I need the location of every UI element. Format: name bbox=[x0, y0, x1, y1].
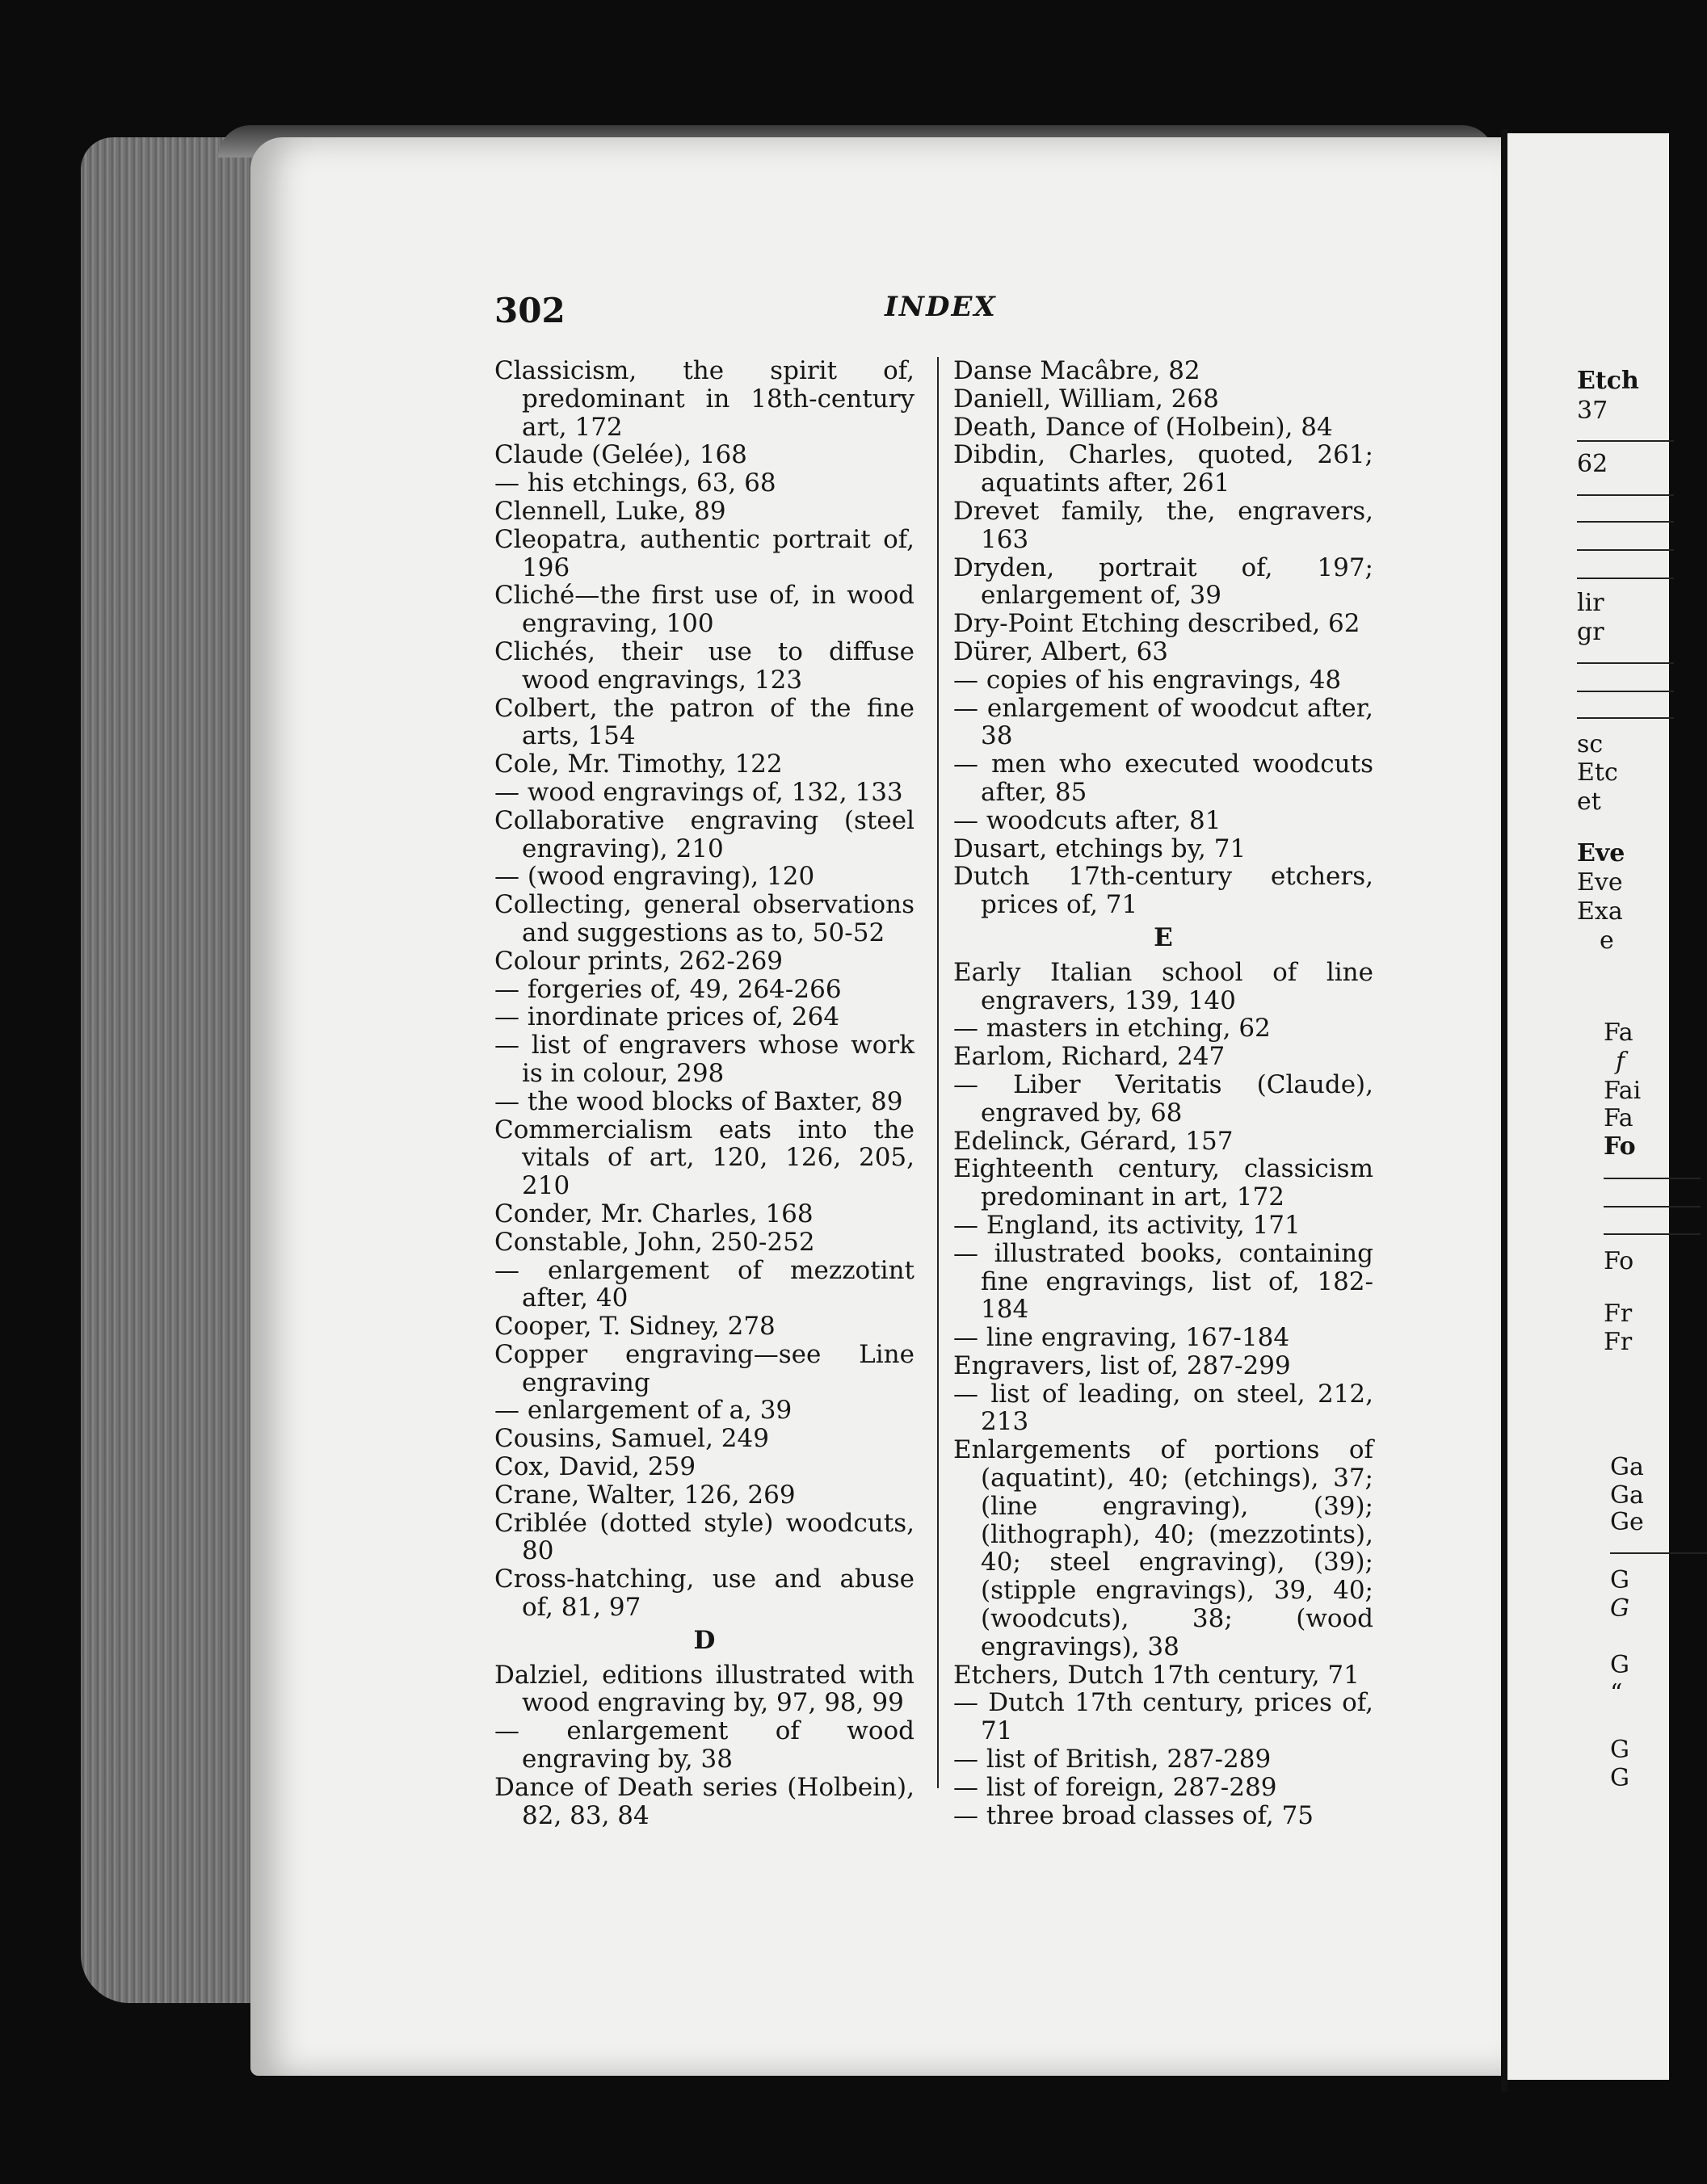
next-page-fragment: Fr bbox=[1604, 1300, 1633, 1328]
next-page-dash bbox=[1577, 440, 1674, 442]
index-entry: Edelinck, Gérard, 157 bbox=[953, 1126, 1234, 1156]
next-page-fragment: Fo bbox=[1604, 1247, 1634, 1275]
next-page-dash bbox=[1604, 1233, 1701, 1235]
index-entry: Cousins, Samuel, 249 bbox=[494, 1424, 769, 1454]
next-page-fragment: Ga bbox=[1610, 1453, 1644, 1481]
index-entry: Dryden, portrait of, 197; enlargement of, 39 bbox=[953, 552, 1373, 611]
index-entry: Early Italian school of line engravers, 139, 140 bbox=[953, 957, 1373, 1015]
next-page-fragment: Etch bbox=[1577, 367, 1639, 395]
next-page-dash bbox=[1577, 717, 1674, 719]
next-page-fragment: Eve bbox=[1577, 839, 1625, 867]
index-entry: Criblée (dotted style) woodcuts, 80 bbox=[494, 1508, 914, 1566]
index-entry: — men who executed woodcuts after, 85 bbox=[953, 750, 1373, 807]
next-page-fragment: Eve bbox=[1577, 868, 1623, 897]
next-page-fragment: 37 bbox=[1577, 397, 1608, 425]
index-entry: — the wood blocks of Baxter, 89 bbox=[494, 1086, 903, 1116]
next-page-fragment: Fa bbox=[1604, 1104, 1633, 1132]
next-page-fragment: sc bbox=[1577, 730, 1604, 758]
index-entry: Dance of Death series (Holbein), 82, 83, 84 bbox=[494, 1772, 914, 1830]
next-page-fragment: G bbox=[1610, 1764, 1629, 1792]
index-entry: — list of leading, on steel, 212, 213 bbox=[953, 1379, 1373, 1437]
next-page-fragment: G bbox=[1610, 1566, 1629, 1594]
index-entry: — Liber Veritatis (Claude), engraved by, 68 bbox=[953, 1069, 1373, 1128]
next-page-dash bbox=[1577, 521, 1674, 523]
book-page-edges bbox=[81, 137, 254, 2003]
index-entry: — enlargement of woodcut after, 38 bbox=[953, 693, 1373, 751]
index-entry: Enlargements of portions of (aquatint), 40; (etchings), 37; (line engraving), (39); (lithograph), 40; (mezzotints), 40; steel engraving), (39); (stipple engravings), 39, 40; (woodcuts), 38; (wood engravings), 38 bbox=[953, 1435, 1373, 1661]
index-entry: Colbert, the patron of the fine arts, 154 bbox=[494, 693, 914, 751]
index-entry: Copper engraving—see Line engraving bbox=[494, 1339, 914, 1397]
next-page-fragment: Etc bbox=[1577, 758, 1618, 787]
next-page-dash bbox=[1577, 494, 1674, 496]
index-entry: Clichés, their use to diffuse wood engravings, 123 bbox=[494, 636, 914, 695]
index-entry: Clennell, Luke, 89 bbox=[494, 496, 726, 526]
next-page-fragment: Exa bbox=[1577, 897, 1623, 926]
index-entry: Eighteenth century, classicism predominant in art, 172 bbox=[953, 1154, 1373, 1212]
index-entry: Cooper, T. Sidney, 278 bbox=[494, 1312, 776, 1342]
index-entry: Dürer, Albert, 63 bbox=[953, 636, 1169, 666]
index-entry: — forgeries of, 49, 264-266 bbox=[494, 974, 842, 1004]
index-entry: Conder, Mr. Charles, 168 bbox=[494, 1199, 814, 1228]
index-entry: Cross-hatching, use and abuse of, 81, 97 bbox=[494, 1564, 914, 1623]
index-entry: Death, Dance of (Holbein), 84 bbox=[953, 412, 1333, 442]
index-entry: — his etchings, 63, 68 bbox=[494, 468, 776, 498]
index-column-left bbox=[494, 357, 914, 1829]
next-page-dash bbox=[1577, 578, 1674, 579]
index-entry: Etchers, Dutch 17th century, 71 bbox=[953, 1660, 1360, 1690]
index-entry: — enlargement of a, 39 bbox=[494, 1396, 793, 1426]
index-entry: Dusart, etchings by, 71 bbox=[953, 834, 1247, 863]
column-rule bbox=[937, 357, 939, 1788]
next-page-fragment: Ge bbox=[1610, 1508, 1644, 1536]
index-entry: Cox, David, 259 bbox=[494, 1452, 696, 1482]
index-column-right bbox=[953, 357, 1373, 1829]
index-entry: Danse Macâbre, 82 bbox=[953, 356, 1200, 385]
next-page-dash bbox=[1610, 1552, 1707, 1554]
index-entry: Collaborative engraving (steel engraving), 210 bbox=[494, 805, 914, 863]
next-page-fragment: G bbox=[1610, 1651, 1629, 1679]
next-page-fragment: Fo bbox=[1604, 1132, 1636, 1161]
index-entry: — masters in etching, 62 bbox=[953, 1014, 1271, 1044]
index-entry: Claude (Gelée), 168 bbox=[494, 440, 747, 470]
index-entry: — illustrated books, containing fine engravings, list of, 182-184 bbox=[953, 1238, 1373, 1325]
index-entry: Commercialism eats into the vitals of art, 120, 126, 205, 210 bbox=[494, 1115, 914, 1201]
index-entry: Collecting, general observations and suggestions as to, 50-52 bbox=[494, 890, 914, 947]
next-page-fragment: “ bbox=[1610, 1679, 1623, 1707]
index-entry: Colour prints, 262-269 bbox=[494, 946, 784, 976]
index-entry: Crane, Walter, 126, 269 bbox=[494, 1480, 796, 1510]
index-entry: — Dutch 17th century, prices of, 71 bbox=[953, 1688, 1373, 1746]
index-entry: Constable, John, 250-252 bbox=[494, 1227, 815, 1257]
index-entry: Dalziel, editions illustrated with wood engraving by, 97, 98, 99 bbox=[494, 1660, 914, 1718]
next-page-fragment: et bbox=[1577, 788, 1601, 816]
next-page-fragment: gr bbox=[1577, 618, 1604, 646]
index-entry: — inordinate prices of, 264 bbox=[494, 1002, 840, 1032]
index-entry: — enlargement of mezzotint after, 40 bbox=[494, 1255, 914, 1313]
next-page-dash bbox=[1577, 549, 1674, 551]
page-header: INDEX bbox=[885, 291, 997, 323]
next-page-fragment: Fr bbox=[1604, 1328, 1633, 1356]
next-page-fragment: Ga bbox=[1610, 1481, 1644, 1510]
index-entry: Classicism, the spirit of, predominant in 18th-century art, 172 bbox=[494, 356, 914, 442]
index-entry: Drevet family, the, engravers, 163 bbox=[953, 496, 1373, 554]
next-page-fragment: G bbox=[1610, 1594, 1629, 1623]
section-letter-d: D bbox=[693, 1625, 716, 1655]
next-page-dash bbox=[1604, 1206, 1701, 1208]
next-page-fragment: f bbox=[1616, 1048, 1625, 1076]
index-entry: Earlom, Richard, 247 bbox=[953, 1042, 1226, 1072]
index-entry: — list of foreign, 287-289 bbox=[953, 1772, 1277, 1802]
index-entry: — (wood engraving), 120 bbox=[494, 862, 815, 892]
index-entry: — England, its activity, 171 bbox=[953, 1210, 1301, 1240]
next-page-fragment: e bbox=[1600, 926, 1614, 955]
next-page-fragment: lir bbox=[1577, 589, 1604, 617]
next-page-dash bbox=[1604, 1178, 1701, 1179]
index-entry: — woodcuts after, 81 bbox=[953, 805, 1221, 835]
index-entry: Engravers, list of, 287-299 bbox=[953, 1350, 1291, 1380]
facing-page bbox=[1507, 133, 1669, 2080]
index-entry: — copies of his engravings, 48 bbox=[953, 665, 1342, 695]
index-entry: Dibdin, Charles, quoted, 261; aquatints after, 261 bbox=[953, 440, 1373, 498]
page-number: 302 bbox=[494, 291, 565, 330]
index-entry: — list of British, 287-289 bbox=[953, 1745, 1272, 1774]
book-gutter bbox=[1501, 129, 1507, 2092]
index-entry: Dry-Point Etching described, 62 bbox=[953, 609, 1360, 639]
next-page-fragment: G bbox=[1610, 1736, 1629, 1764]
index-entry: — enlargement of wood engraving by, 38 bbox=[494, 1716, 914, 1774]
next-page-dash bbox=[1577, 691, 1674, 692]
section-letter-e: E bbox=[1154, 922, 1173, 952]
next-page-fragment: 62 bbox=[1577, 450, 1608, 478]
index-entry: — three broad classes of, 75 bbox=[953, 1800, 1314, 1830]
index-entry: — list of engravers whose work is in colour, 298 bbox=[494, 1031, 914, 1088]
index-entry: Cole, Mr. Timothy, 122 bbox=[494, 750, 783, 779]
next-page-dash bbox=[1577, 662, 1674, 664]
index-entry: — wood engravings of, 132, 133 bbox=[494, 777, 903, 807]
index-entry: Dutch 17th-century etchers, prices of, 71 bbox=[953, 862, 1373, 920]
index-entry: Cleopatra, authentic portrait of, 196 bbox=[494, 524, 914, 582]
index-entry: Daniell, William, 268 bbox=[953, 384, 1219, 414]
next-page-fragment: Fa bbox=[1604, 1018, 1633, 1047]
index-entry: Cliché—the first use of, in wood engraving, 100 bbox=[494, 581, 914, 639]
next-page-fragment: Fai bbox=[1604, 1077, 1642, 1105]
index-entry: — line engraving, 167-184 bbox=[953, 1323, 1290, 1353]
